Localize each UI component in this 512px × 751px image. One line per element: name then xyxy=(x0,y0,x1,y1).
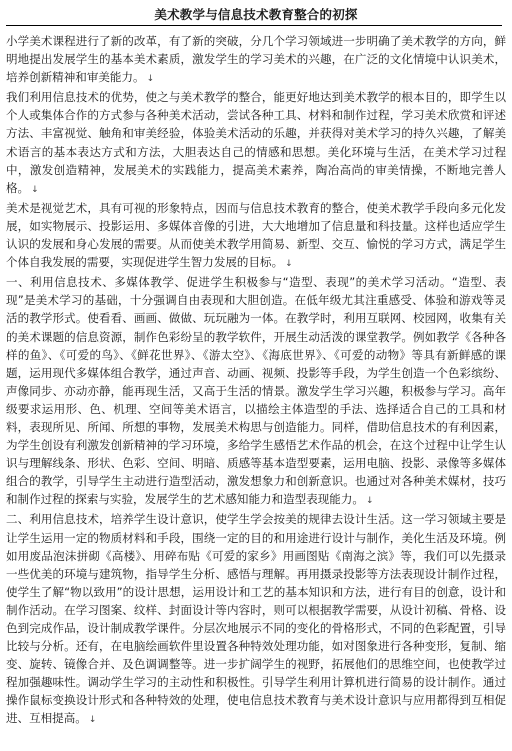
paragraph-mark-icon: ↓ xyxy=(31,184,39,195)
paragraph-3 xyxy=(6,199,506,273)
paragraph-text: 一、利用信息技术、多媒体教学、促进学生积极参与“造型、表现”的美术学习活动。“造型、表现”是美术学习的基础，十分强调自由表现和大胆创造。在低年级尤其注重感受、体验和游戏等灵活的教学形式。使看看、画画、做做、玩玩融为一体。在教学时，利用互联网、校园网，收集有关的美术课题的信息资源，制作色彩纷呈的教学软件，开展生动活泼的课堂教学。例如教学《各种各样的鱼》、《可爱的鸟》、《鲜花世界》、《游太空》、《海底世界》、《可爱的动物》等具有新鲜感的课题，运用现代多媒体组合教学，通过声音、动画、视频、投影等手段，为学生创造一个色彩缤纷、声像同步、亦动亦静，能再现生活，又高于生活的情景。激发学生学习兴趣，积极参与学习。高年级要求运用形、色、机理、空间等美术语言，以描绘主体造型的手法、选择适合自己的工具和材料，表现所见、所闻、所想的事物，发展美术构思与创造能力。同样，借助信息技术的有利因素，为学生创设有利激发创新精神的学习环境，多给学生感悟艺术作品的机会，在这个过程中让学生认识与理解线条、形状、色彩、空间、明暗、质感等基本造型要素，运用电脑、投影、录像等多媒体组合的教学，引导学生主动进行造型活动，激发想象力和创新意识。也通过对各种美术媒材，技巧和制作过程的探索与实验，发展学生的艺术感知能力和造型表现能力。 xyxy=(6,275,506,507)
paragraph-mark-icon: ↓ xyxy=(146,74,155,85)
title-divider xyxy=(6,25,502,26)
paragraph-text: 小学美术课程进行了新的改革，有了新的突破，分几个学习领域进一步明确了美术教学的方向，鲜明地提出发展学生的基本美术素质，激发学生的学习美术的兴趣，在广泛的文化情境中认识美术，培养创新精神和审美能力。 xyxy=(6,34,506,85)
paragraph-mark-icon: ↓ xyxy=(88,715,97,726)
paragraph-text: 我们利用信息技术的优势，使之与美术教学的整合，能更好地达到美术教学的根本目的，即学生以个人或集体合作的方式参与各种美术活动，尝试各种工具、材料和制作过程，学习美术欣赏和评述方法、丰富视觉、触角和审美经验，体验美术活动的乐趣，并获得对美术学习的持久兴趣，了解美术语言的基本表达方式和方法，大胆表达自己的情感和思想。美化环境与生活，在美术学习过程中，激发创造精神，发展美术的实践能力，提高美术素养，陶冶高尚的审美情操，不断地完善人格。 xyxy=(6,90,506,195)
document-title: 美术教学与信息技术教育整合的初探 xyxy=(154,7,358,22)
document-body xyxy=(6,32,506,730)
paragraph-5 xyxy=(6,510,506,729)
paragraph-mark-icon: ↓ xyxy=(285,259,293,270)
paragraph-4 xyxy=(6,273,506,510)
paragraph-mark-icon: ↓ xyxy=(365,496,374,507)
paragraph-text: 美术是视觉艺术，具有可视的形象特点，因而与信息技术教育的整合，使美术教学手段向多元化发展，如实物展示、投影运用、多媒体音像的引进，大大地增加了信息量和科技量。这样也适应学生认识的发展和身心发展的需要。从而使美术教学用简易、新型、交互、愉悦的学习方式，满足学生个体自我发展的需要，实现促进学生智力发展的目标。 xyxy=(6,200,506,270)
paragraph-2 xyxy=(6,88,506,199)
paragraph-1 xyxy=(6,32,506,88)
paragraph-text: 二、利用信息技术，培养学生设计意识，使学生学会按美的规律去设计生活。这一学习领域主要是让学生运用一定的物质材料和手段，围绕一定的目的和用途进行设计与制作，美化生活及环境。例如用废品泡沫拼砌《高楼》、用碎布贴《可爱的家乡》用画图贴《南海之滨》等，我们可以先摄录一些优美的环境与建筑物，指导学生分析、感悟与理解。再用摄录投影等方法表现设计制作过程，使学生了解“物以致用”的设计思想，运用设计和工艺的基本知识和方法，进行有目的创意，设计和制作活动。在学习图案、纹样、封面设计等内容时，则可以根据教学需要，从设计初稿、骨格、设色到完成作品，设计制成教学课件。分层次地展示不同的变化的骨格形式，不同的色彩配置，引导比较与分析。还有，在电脑绘画软件里设置各种特效处理功能，如对图象进行各种变形，复制、缩变、旋转、镜像合并、及色调调整等。进一步扩阔学生的视野，拓展他们的思维空间，也使教学过程加强趣味性。调动学生学习的主动性和积极性。引导学生利用计算机进行简易的设计制作。通过操作鼠标变换设计形式和各种特效的处理，使电信息技术教育与美术设计意识与应用都得到互相促进、互相提高。 xyxy=(6,512,506,726)
